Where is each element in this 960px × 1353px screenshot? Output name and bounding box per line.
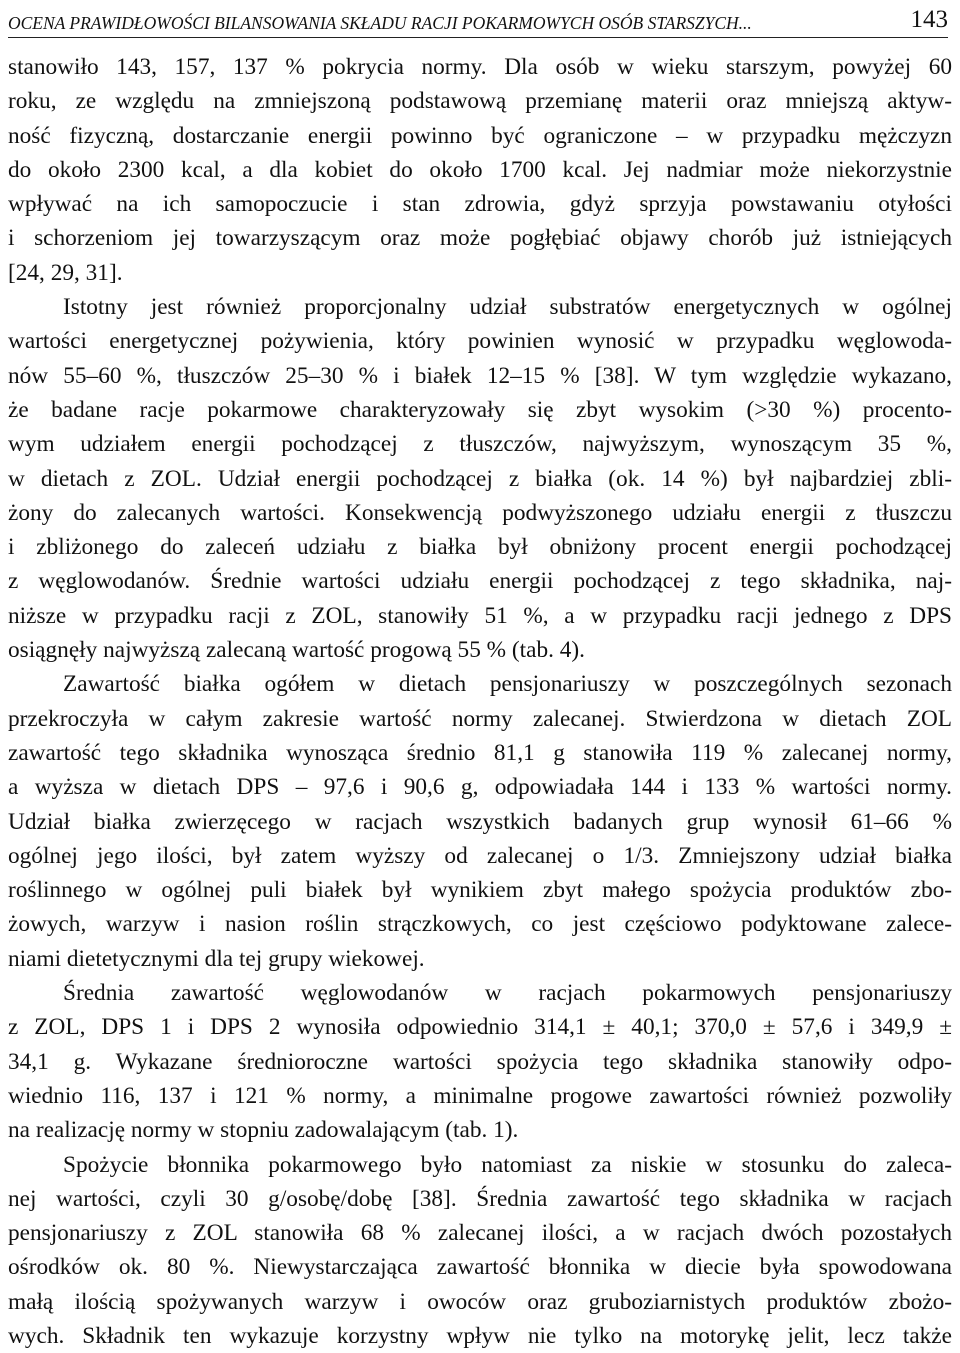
text-line: wiednio 116, 137 i 121 % normy, a minimalne progowe zawartości również pozwoliły <box>8 1082 952 1109</box>
text-line: Istotny jest również proporcjonalny udział substratów energetycznych w ogólnej <box>63 294 952 321</box>
text-line: niższe w przypadku racji z ZOL, stanowiły 51 %, a w przypadku racji jednego z DPS <box>8 602 952 629</box>
text-line: Udział białka zwierzęcego w racjach wszystkich badanych grup wynosił 61–66 % <box>8 808 952 835</box>
text-line: niami dietetycznymi dla tej grupy wiekowej. <box>8 945 425 972</box>
text-line: nów 55–60 %, tłuszczów 25–30 % i białek 12–15 % [38]. W tym względzie wykazano, <box>8 362 952 389</box>
text-line: wpływać na ich samopoczucie i stan zdrowia, gdyż sprzyja powstawaniu otyłości <box>8 191 952 218</box>
text-line: ność fizyczną, dostarczanie energii powinno być ograniczone – w przypadku mężczyzn <box>8 122 952 149</box>
text-line: 34,1 g. Wykazane średnioroczne wartości spożycia tego składnika stanowiły odpo- <box>8 1048 952 1075</box>
text-line: że badane racje pokarmowe charakteryzowały się zbyt wysokim (>30 %) procento- <box>8 396 952 423</box>
text-line: stanowiło 143, 157, 137 % pokrycia normy. Dla osób w wieku starszym, powyżej 60 <box>8 54 952 80</box>
text-line: Spożycie błonnika pokarmowego było natomiast za niskie w stosunku do zaleca- <box>63 1151 952 1178</box>
text-line: żowych, warzyw i nasion roślin strączkowych, co jest częściowo podyktowane zalece- <box>8 911 952 938</box>
text-line: przekroczyła w całym zakresie wartość normy zalecanej. Stwierdzona w dietach ZOL <box>8 705 952 732</box>
text-line: małą ilością spożywanych warzyw i owoców oraz gruboziarnistych produktów zbożo- <box>8 1288 952 1315</box>
text-line: nej wartości, czyli 30 g/osobę/dobę [38]. Średnia zawartość tego składnika w racjach <box>8 1185 952 1212</box>
text-line: zawartość tego składnika wynosząca średnio 81,1 g stanowiła 119 % zalecanej normy, <box>8 739 952 766</box>
text-line: ogólnej jego ilości, był zatem wyższy od zalecanej o 1/3. Zmniejszony udział białka <box>8 842 952 869</box>
text-line: wym udziałem energii pochodzącej z tłuszczów, najwyższym, wynoszącym 35 %, <box>8 431 952 458</box>
running-title: OCENA PRAWIDŁOWOŚCI BILANSOWANIA SKŁADU RACJI POKARMOWYCH OSÓB STARSZYCH... <box>8 13 752 33</box>
text-line: i zbliżonego do zaleceń udziału z białka był obniżony procent energii pochodzącej <box>8 534 952 561</box>
text-line: roku, ze względu na zmniejszoną podstawową przemianę materii oraz mniejszą aktyw- <box>8 88 952 115</box>
text-line: a wyższa w dietach DPS – 97,6 i 90,6 g, odpowiadała 144 i 133 % wartości normy. <box>8 774 952 801</box>
text-line: do około 2300 kcal, a dla kobiet do około 1700 kcal. Jej nadmiar może niekorzystnie <box>8 156 952 183</box>
text-line: ośrodków ok. 80 %. Niewystarczająca zawartość błonnika w diecie była spowodowana <box>8 1254 952 1281</box>
text-line: osiągnęły najwyższą zalecaną wartość progową 55 % (tab. 4). <box>8 637 586 664</box>
text-line: Zawartość białka ogółem w dietach pensjonariuszy w poszczególnych sezonach <box>63 671 952 698</box>
text-line: z ZOL, DPS 1 i DPS 2 wynosiła odpowiednio 314,1 ± 40,1; 370,0 ± 57,6 i 349,9 ± <box>8 1014 952 1041</box>
page-header <box>8 0 948 38</box>
text-line: żony do zalecanych wartości. Konsekwencją podwyższonego udziału energii z tłuszczu <box>8 499 952 526</box>
text-line: wych. Składnik ten wykazuje korzystny wpływ nie tylko na motorykę jelit, lecz także <box>8 1322 952 1349</box>
body-text <box>8 50 952 1353</box>
text-line: roślinnego w ogólnej puli białek był wynikiem zbyt małego spożycia produktów zbo- <box>8 877 952 904</box>
text-line: wartości energetycznej pożywienia, który powinien wynosić w przypadku węglowoda- <box>8 328 952 355</box>
page-number: 143 <box>910 6 948 33</box>
text-line: z węglowodanów. Średnie wartości udziału energii pochodzącej z tego składnika, naj- <box>8 568 952 595</box>
text-line: Średnia zawartość węglowodanów w racjach pokarmowych pensjonariuszy <box>63 980 952 1007</box>
text-line: w dietach z ZOL. Udział energii pochodzącej z białka (ok. 14 %) był najbardziej zbli- <box>8 465 952 492</box>
text-line: na realizację normy w stopniu zadowalającym (tab. 1). <box>8 1117 519 1144</box>
text-line: i schorzeniom jej towarzyszącym oraz może pogłębiać objawy chorób już istniejących <box>8 225 952 252</box>
text-line: [24, 29, 31]. <box>8 259 123 286</box>
text-line: pensjonariuszy z ZOL stanowiła 68 % zalecanej ilości, a w racjach dwóch pozostałych <box>8 1220 952 1247</box>
